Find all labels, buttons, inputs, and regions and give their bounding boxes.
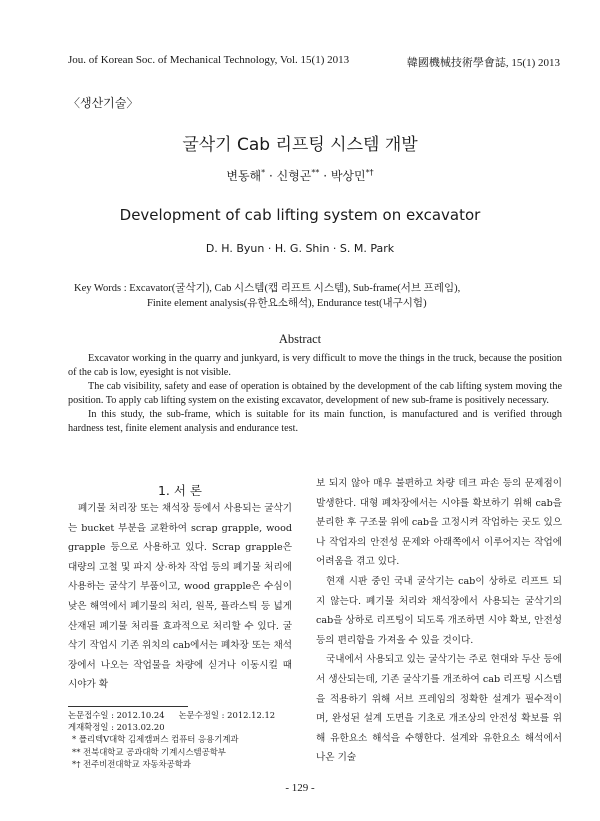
body-column-right: [316, 474, 562, 768]
keywords-block: [74, 281, 460, 311]
author-name: 변동해: [226, 169, 262, 183]
title-english: Development of cab lifting system on excavator: [119, 206, 481, 224]
body-paragraph: 현재 시판 중인 국내 굴삭기는 cab이 상하로 리프트 되지 않는다. 폐기물 처리와 채석장에서 사용되는 굴삭기의 cab을 상하로 리프팅이 되도록 개조하면 시야 확보, 안전성 등의 편리함을 가져올 수 있을 것이다.: [316, 575, 562, 646]
abstract-body: [68, 352, 562, 435]
author-mark: *†: [365, 168, 374, 177]
accepted-date: 게재확정일 : 2013.02.20: [68, 722, 165, 733]
revised-date: 논문수정일 : 2012.12.12: [178, 710, 276, 720]
body-column-left: [68, 499, 292, 695]
abstract-paragraph: The cab visibility, safety and ease of operation is obtained by the development of the cab lifting system moving the position. To apply cab lifting system on the existing excavator, development of new sub-frame is positively necessary.: [68, 380, 562, 406]
received-date: 논문접수일 : 2012.10.24: [68, 710, 165, 720]
affiliation-1: * 폴리텍V대학 김제캠퍼스 컴퓨터 응용기계과: [72, 734, 239, 745]
author-name: 신형곤: [276, 169, 312, 183]
body-paragraph: 국내에서 사용되고 있는 굴삭기는 주로 현대와 두산 등에서 생산되는데, 기존 굴삭기를 개조하여 cab 리프팅 시스템을 적용하기 위해 서브 프레임의 정확한 설계가 필수적이며, 완성된 설계 도면을 기초로 개조상의 안전성 확보를 위해 유한요소 해석을 수행한다. 설계와 유한요소 해석에서 나온 기술: [316, 654, 562, 764]
keywords-line-1: Excavator(굴삭기), Cab 시스템(캡 리프트 시스템), Sub-frame(서브 프레임),: [129, 283, 461, 294]
affiliation-3: *† 전주비전대학교 자동차공학과: [72, 758, 191, 769]
authors-english: D. H. Byun · H. G. Shin · S. M. Park: [205, 242, 395, 255]
section-tag: 〈생산기술〉: [68, 96, 139, 110]
author-separator: ·: [265, 169, 277, 183]
authors-korean: [0, 167, 600, 184]
affiliation-2: ** 전북대학교 공과대학 기계시스템공학부: [72, 746, 226, 757]
footnotes: [68, 709, 275, 770]
keywords-label: Key Words :: [74, 283, 127, 294]
page-number: - 129 -: [285, 782, 315, 794]
running-head-left: Jou. of Korean Soc. of Mechanical Technology, Vol. 15(1) 2013: [68, 54, 350, 66]
running-head-right: 韓國機械技術學會誌, 15(1) 2013: [406, 57, 560, 69]
abstract-heading: Abstract: [278, 332, 322, 346]
body-paragraph: 보 되지 않아 매우 불편하고 차량 데크 파손 등의 문제점이 발생한다. 대형 폐차장에서는 시야를 확보하기 위해 cab을 분리한 후 구조물 위에 cab을 고정시켜 작업하는 곳도 있으나 작업자의 안전성 문제와 아래쪽에서 이루어지는 작업에 어려움을 겪고 있다.: [316, 478, 562, 568]
abstract-paragraph: In this study, the sub-frame, which is suitable for its main function, is manufactured and is verified through hardness test, finite element analysis and endurance test.: [68, 408, 562, 434]
abstract-paragraph: Excavator working in the quarry and junkyard, is very difficult to move the things in the truck, because the position of the cab is low, eyesight is not visible.: [68, 353, 562, 378]
author-separator: ·: [319, 169, 331, 183]
author-mark: *: [261, 168, 266, 177]
body-paragraph: 폐기물 처리장 또는 채석장 등에서 사용되는 굴삭기는 bucket 부분을 교환하여 scrap grapple, wood grapple 등으로 사용하고 있다. Scrap grapple은 대량의 고철 및 파지 상·하차 작업 등의 폐기물 처리에 사용하는 굴삭기 부품이고, wood grapple은 수심이 낮은 해역에서 폐기물의 처리, 원목, 플라스틱 등 넓게 산재된 폐기물 처리를 효과적으로 처리할 수 있다. 굴삭기 작업시 기존 위치의 cab에서는 폐차장 또는 채석장에서 나오는 작업물을 차량에 싣거나 이동시킬 때 시야가 확: [68, 503, 292, 691]
footnote-divider: [68, 706, 188, 707]
keywords-line-2: Finite element analysis(유한요소해석), Endurance test(내구시험): [147, 298, 427, 309]
author-name: 박상민: [330, 169, 366, 183]
title-korean: 굴삭기 Cab 리프팅 시스템 개발: [182, 135, 418, 155]
section-heading-introduction: 1. 서 론: [157, 483, 203, 498]
author-mark: **: [311, 168, 320, 177]
